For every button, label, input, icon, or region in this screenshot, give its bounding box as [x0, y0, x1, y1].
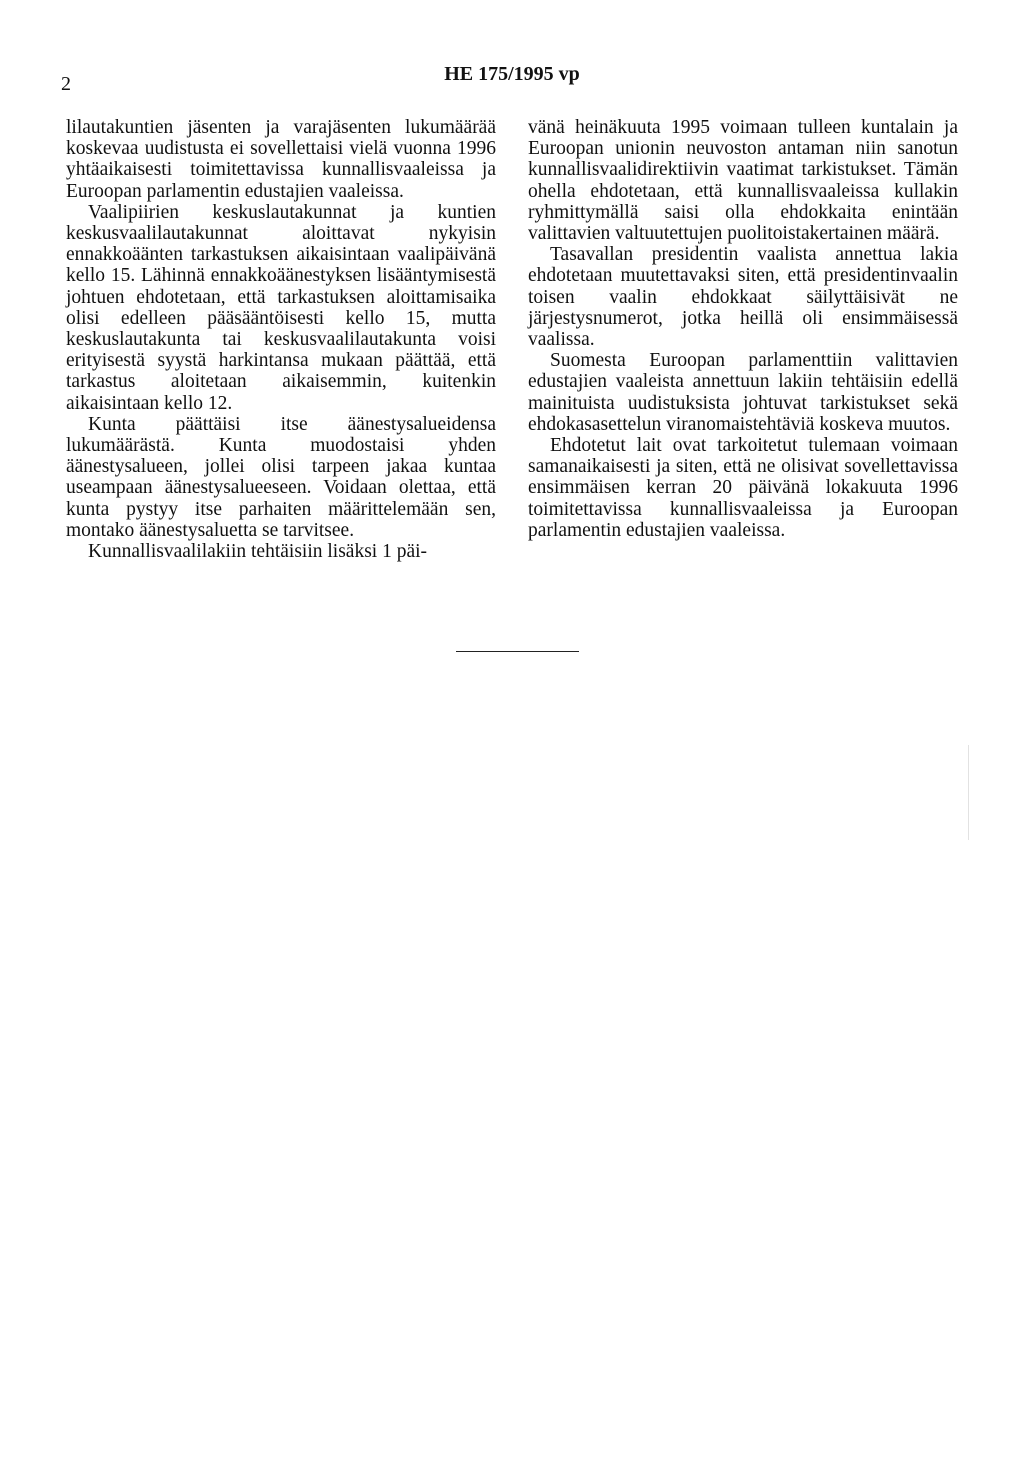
right-paragraph-2: Tasavallan presidentin vaalista annettua lakia ehdotetaan muutettavaksi siten, että presidentinvaalin toisen vaalin ehdokkaat säilyttäisivät ne järjestysnumerot, jotka heillä oli ensimmäisessä vaalissa. [528, 244, 958, 351]
right-paragraph-1: vänä heinäkuuta 1995 voimaan tulleen kuntalain ja Euroopan unionin neuvoston antaman niin sanotun kunnallisvaalidirektiivin vaatimat tarkistukset. Tämän ohella ehdotetaan, että kunnallisvaaleissa kullakin ryhmittymällä saisi olla ehdokkaita enintään valittavien valtuutettujen puolitoistakertainen määrä. [528, 117, 958, 245]
document-header: HE 175/1995 vp [444, 63, 580, 85]
left-paragraph-3: Kunta päättäisi itse äänestysalueidensa lukumäärästä. Kunta muodostaisi yhden äänestysalueen, jollei olisi tarpeen jakaa kuntaa useampaan äänestysalueeseen. Voidaan olettaa, että kunta pystyy itse parhaiten määrittelemään sen, montako äänestysaluetta se tarvitsee. [66, 413, 496, 541]
right-paragraph-4: Ehdotetut lait ovat tarkoitetut tulemaan voimaan samanaikaisesti ja siten, että ne olisivat sovellettavissa ensimmäisen kerran 20 päivänä lokakuuta 1996 toimitettavissa kunnallisvaaleissa ja Euroopan parlamentin edustajien vaaleissa. [528, 435, 958, 541]
scan-edge-mark [968, 745, 969, 840]
left-paragraph-4: Kunnallisvaalilakiin tehtäisiin lisäksi 1 päi- [88, 541, 428, 563]
right-column [528, 117, 958, 541]
left-column [66, 117, 496, 562]
left-paragraph-1: lilautakuntien jäsenten ja varajäsenten lukumäärää koskevaa uudistusta ei sovellettaisi vielä vuonna 1996 yhtäaikaisesti toimitettavissa kunnallisvaaleissa ja Euroopan parlamentin edustajien vaaleissa. [66, 117, 496, 202]
page-number: 2 [61, 73, 71, 95]
end-of-text-rule [456, 651, 579, 652]
left-paragraph-2: Vaalipiirien keskuslautakunnat ja kuntien keskusvaalilautakunnat aloittavat nykyisin ennakkoäänten tarkastuksen aikaisintaan vaalipäivänä kello 15. Lähinnä ennakkoäänestyksen lisääntymisestä johtuen ehdotetaan, että tarkastuksen aloittamisaika olisi edelleen pääsääntöisesti kello 15, mutta keskuslautakunta tai keskusvaalilautakunta voisi erityisestä syystä harkintansa mukaan päättää, että tarkastus aloitetaan aikaisemmin, kuitenkin aikaisintaan kello 12. [66, 201, 496, 414]
right-paragraph-3: Suomesta Euroopan parlamenttiin valittavien edustajien vaaleista annettuun lakiin tehtäisiin edellä mainituista uudistuksista johtuvat tarkistukset sekä ehdokasasettelun viranomaistehtäviä koskeva muutos. [528, 350, 958, 435]
